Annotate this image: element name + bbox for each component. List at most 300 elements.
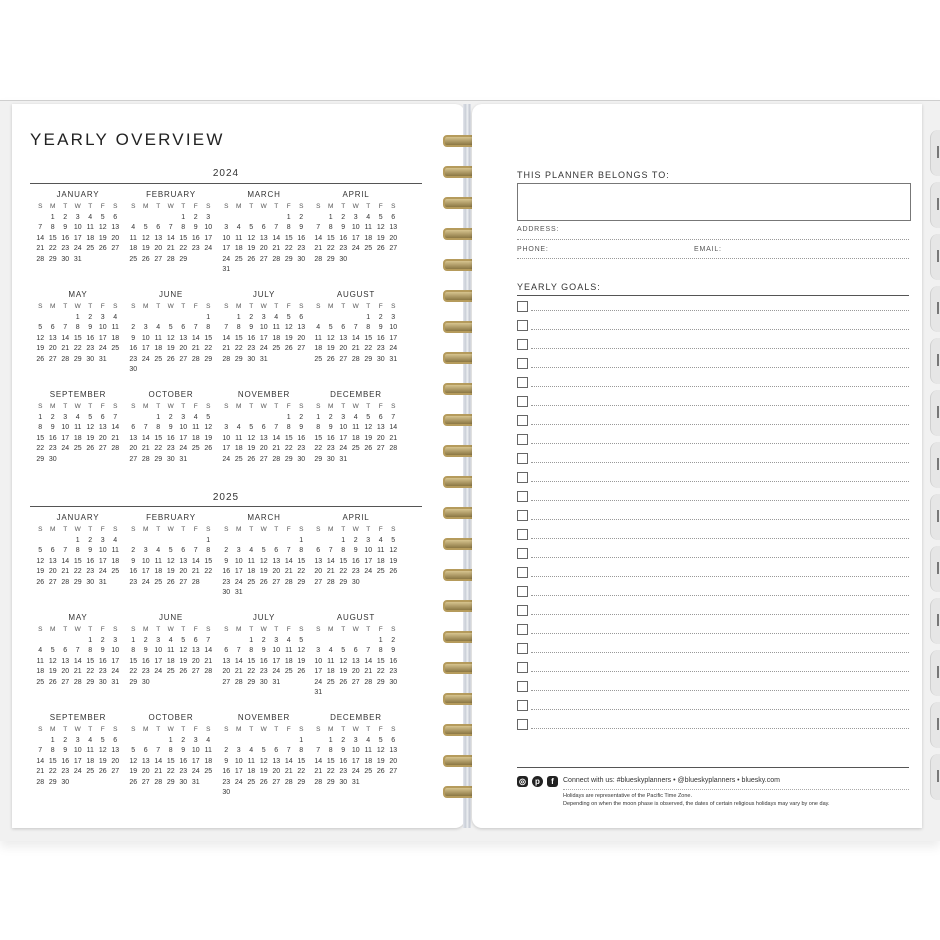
day-cell: 17 <box>234 768 243 775</box>
day-cell: 22 <box>284 445 293 452</box>
day-cell: 14 <box>36 234 45 242</box>
day-grid <box>127 625 215 687</box>
weekday-label: F <box>378 526 383 533</box>
day-cell: 5 <box>261 547 266 554</box>
day-cell: 26 <box>36 355 45 363</box>
empty-cell <box>283 536 296 545</box>
day-cell: 1 <box>206 536 211 544</box>
day-cell: 4 <box>366 213 371 221</box>
weekday-label: F <box>100 303 105 310</box>
day-cell: 13 <box>111 224 120 231</box>
pinterest-icon[interactable]: p <box>532 776 543 787</box>
goal-line[interactable] <box>531 538 909 539</box>
month-tab[interactable] <box>930 494 940 540</box>
goal-row[interactable] <box>517 641 909 660</box>
month-tab[interactable] <box>930 702 940 748</box>
day-cell: 16 <box>48 434 57 442</box>
day-cell: 7 <box>274 224 279 231</box>
goal-row[interactable] <box>517 451 909 470</box>
month-july-2024 <box>220 290 308 364</box>
empty-cell <box>245 413 258 422</box>
phone-email-line[interactable] <box>517 258 909 259</box>
goal-checkbox[interactable] <box>517 548 528 559</box>
goal-row[interactable] <box>517 622 909 641</box>
day-cell: 30 <box>389 678 398 686</box>
day-cell: 4 <box>113 536 118 544</box>
day-cell: 12 <box>166 334 175 342</box>
empty-cell <box>190 536 203 545</box>
weekday-label: M <box>50 626 56 633</box>
goal-checkbox[interactable] <box>517 719 528 730</box>
day-cell: 23 <box>141 668 150 675</box>
goal-line[interactable] <box>531 348 909 349</box>
day-cell: 26 <box>376 245 385 252</box>
footer-divider <box>563 789 909 790</box>
weekday-label: S <box>206 203 211 210</box>
goal-line[interactable] <box>531 728 909 729</box>
day-cell: 2 <box>88 536 93 544</box>
social-icons <box>517 776 558 787</box>
weekday-label: T <box>181 203 186 210</box>
day-cell: 21 <box>284 768 293 775</box>
day-cell: 19 <box>204 434 213 442</box>
month-tab[interactable] <box>930 754 940 800</box>
empty-cell <box>325 636 338 645</box>
day-cell: 28 <box>272 455 281 463</box>
day-cell: 8 <box>156 424 161 431</box>
day-cell: 6 <box>378 413 383 421</box>
day-cell: 12 <box>204 424 213 431</box>
day-cell: 3 <box>261 313 266 321</box>
goal-checkbox[interactable] <box>517 301 528 312</box>
day-cell: 24 <box>389 345 398 352</box>
day-cell: 16 <box>376 334 385 342</box>
day-cell: 7 <box>286 747 291 754</box>
day-cell: 17 <box>98 557 107 565</box>
day-cell: 31 <box>259 355 268 363</box>
goal-line[interactable] <box>531 709 909 710</box>
day-cell: 15 <box>297 557 306 565</box>
day-grid <box>34 725 122 787</box>
email-label: EMAIL: <box>694 246 722 253</box>
day-grid <box>220 625 308 687</box>
goal-row[interactable] <box>517 679 909 698</box>
day-cell: 8 <box>50 747 55 754</box>
month-october-2024 <box>127 390 215 464</box>
month-tab[interactable] <box>930 442 940 488</box>
day-cell: 15 <box>314 434 323 442</box>
day-cell: 31 <box>234 589 243 596</box>
day-cell: 16 <box>61 234 70 242</box>
weekday-label: S <box>113 403 118 410</box>
day-cell: 9 <box>63 224 68 231</box>
goal-line[interactable] <box>531 519 909 520</box>
goal-checkbox[interactable] <box>517 377 528 388</box>
goal-row[interactable] <box>517 299 909 318</box>
day-cell: 21 <box>36 768 45 775</box>
day-cell: 7 <box>316 224 321 231</box>
day-cell: 3 <box>181 413 186 421</box>
month-tab[interactable] <box>930 234 940 280</box>
goal-checkbox[interactable] <box>517 415 528 426</box>
day-cell: 17 <box>272 657 281 665</box>
goal-checkbox[interactable] <box>517 662 528 673</box>
day-cell: 7 <box>274 424 279 431</box>
day-cell: 9 <box>299 424 304 431</box>
weekday-label: M <box>236 726 242 733</box>
day-cell: 11 <box>204 747 212 754</box>
day-cell: 26 <box>129 778 138 786</box>
goal-row[interactable] <box>517 432 909 451</box>
goal-checkbox[interactable] <box>517 643 528 654</box>
weekday-label: S <box>206 526 211 533</box>
goal-row[interactable] <box>517 356 909 375</box>
goal-line[interactable] <box>531 614 909 615</box>
month-tab[interactable] <box>930 546 940 592</box>
tab-label-mark <box>937 198 939 210</box>
weekday-label: M <box>50 203 56 210</box>
day-cell: 9 <box>261 647 266 654</box>
day-cell: 28 <box>111 445 120 452</box>
day-cell: 30 <box>259 678 268 686</box>
day-cell: 12 <box>98 747 107 754</box>
goal-row[interactable] <box>517 565 909 584</box>
day-cell: 24 <box>73 245 82 252</box>
day-cell: 30 <box>86 355 95 363</box>
day-cell: 4 <box>274 313 279 321</box>
goal-line[interactable] <box>531 500 909 501</box>
day-cell: 31 <box>111 678 120 686</box>
goal-row[interactable] <box>517 660 909 679</box>
empty-cell <box>127 736 140 745</box>
goal-checkbox[interactable] <box>517 491 528 502</box>
day-cell: 3 <box>143 324 148 331</box>
day-cell: 16 <box>247 334 256 342</box>
weekday-label: W <box>74 403 81 410</box>
day-cell: 20 <box>191 657 200 665</box>
day-cell: 14 <box>36 757 45 765</box>
month-tab[interactable] <box>930 598 940 644</box>
weekday-label: S <box>131 626 136 633</box>
day-cell: 9 <box>131 557 136 565</box>
day-cell: 4 <box>113 313 118 321</box>
page-title: YEARLY OVERVIEW <box>30 130 225 149</box>
day-cell: 26 <box>259 778 268 786</box>
weekday-label: W <box>167 303 174 310</box>
weekday-label: T <box>366 726 371 733</box>
goal-checkbox[interactable] <box>517 434 528 445</box>
day-cell: 12 <box>376 224 385 231</box>
day-cell: 12 <box>284 324 293 331</box>
day-cell: 19 <box>36 568 45 575</box>
day-cell: 8 <box>366 324 371 331</box>
month-august-2024 <box>312 290 400 364</box>
goal-line[interactable] <box>531 576 909 577</box>
empty-cell <box>140 736 153 745</box>
empty-cell <box>233 536 246 545</box>
goal-checkbox[interactable] <box>517 529 528 540</box>
goal-checkbox[interactable] <box>517 700 528 711</box>
month-name: JANUARY <box>56 190 100 199</box>
day-cell: 22 <box>326 245 335 252</box>
day-cell: 19 <box>376 234 385 242</box>
instagram-icon[interactable]: ◎ <box>517 776 528 787</box>
goal-row[interactable] <box>517 318 909 337</box>
goal-row[interactable] <box>517 413 909 432</box>
day-cell: 13 <box>129 434 138 442</box>
empty-cell <box>140 213 153 222</box>
day-cell: 8 <box>206 547 211 554</box>
weekday-label: S <box>206 726 211 733</box>
day-cell: 16 <box>86 557 95 565</box>
weekday-label: W <box>167 526 174 533</box>
goal-row[interactable] <box>517 337 909 356</box>
goal-checkbox[interactable] <box>517 567 528 578</box>
day-cell: 4 <box>328 647 333 654</box>
month-december-2024 <box>312 390 400 464</box>
goal-line[interactable] <box>531 595 909 596</box>
day-cell: 10 <box>389 324 398 331</box>
address-line[interactable] <box>517 239 909 240</box>
day-cell: 25 <box>234 455 243 463</box>
day-cell: 12 <box>364 424 373 431</box>
day-cell: 29 <box>234 355 243 363</box>
empty-cell <box>233 213 246 222</box>
day-cell: 12 <box>389 547 398 554</box>
goal-line[interactable] <box>531 462 909 463</box>
month-tab[interactable] <box>930 650 940 696</box>
day-cell: 20 <box>179 345 188 352</box>
day-cell: 24 <box>272 668 281 675</box>
month-name: SEPTEMBER <box>49 390 107 399</box>
goal-checkbox[interactable] <box>517 472 528 483</box>
day-cell: 28 <box>272 255 281 263</box>
day-cell: 15 <box>284 234 293 242</box>
day-cell: 29 <box>364 355 373 363</box>
goal-line[interactable] <box>531 310 909 311</box>
day-cell: 20 <box>48 568 57 575</box>
day-cell: 21 <box>351 345 360 352</box>
weekday-label: S <box>391 203 396 210</box>
owner-name-field[interactable] <box>517 183 911 221</box>
goal-line[interactable] <box>531 386 909 387</box>
day-cell: 17 <box>222 245 231 252</box>
goal-row[interactable] <box>517 394 909 413</box>
empty-cell <box>337 313 350 322</box>
day-cell: 26 <box>179 668 188 675</box>
day-cell: 22 <box>284 245 293 252</box>
empty-cell <box>177 536 190 545</box>
goal-checkbox[interactable] <box>517 396 528 407</box>
facebook-icon[interactable]: f <box>547 776 558 787</box>
day-cell: 17 <box>339 434 348 442</box>
weekday-label: T <box>156 726 161 733</box>
day-cell: 10 <box>61 424 70 431</box>
day-cell: 27 <box>376 445 385 452</box>
day-cell: 10 <box>98 547 107 554</box>
weekday-label: S <box>316 626 321 633</box>
month-tab[interactable] <box>930 286 940 332</box>
weekday-label: T <box>249 726 254 733</box>
day-cell: 3 <box>113 636 118 644</box>
goal-row[interactable] <box>517 717 909 736</box>
day-cell: 2 <box>131 547 136 554</box>
weekday-label: T <box>249 203 254 210</box>
day-cell: 15 <box>234 334 243 342</box>
goal-row[interactable] <box>517 527 909 546</box>
day-cell: 27 <box>98 445 107 452</box>
day-cell: 8 <box>316 424 321 431</box>
day-cell: 4 <box>193 413 198 421</box>
day-cell: 7 <box>316 747 321 754</box>
weekday-label: F <box>378 726 383 733</box>
weekday-label: T <box>156 626 161 633</box>
goal-row[interactable] <box>517 375 909 394</box>
day-cell: 30 <box>247 355 256 363</box>
day-cell: 21 <box>364 668 373 675</box>
day-cell: 20 <box>259 445 268 452</box>
day-cell: 10 <box>154 647 163 654</box>
month-tab[interactable] <box>930 338 940 384</box>
day-cell: 19 <box>247 445 256 452</box>
day-cell: 28 <box>364 678 373 686</box>
day-cell: 29 <box>326 778 335 786</box>
goal-line[interactable] <box>531 652 909 653</box>
goal-checkbox[interactable] <box>517 510 528 521</box>
month-november-2025 <box>220 713 308 797</box>
day-cell: 1 <box>366 313 371 321</box>
goal-checkbox[interactable] <box>517 624 528 635</box>
goal-row[interactable] <box>517 470 909 489</box>
day-cell: 16 <box>129 345 138 352</box>
day-cell: 14 <box>314 234 323 242</box>
goal-checkbox[interactable] <box>517 605 528 616</box>
month-tab[interactable] <box>930 130 940 176</box>
day-cell: 26 <box>247 255 256 263</box>
goal-checkbox[interactable] <box>517 358 528 369</box>
day-cell: 22 <box>86 668 95 675</box>
day-cell: 29 <box>36 455 45 463</box>
day-cell: 26 <box>376 768 385 775</box>
goal-line[interactable] <box>531 690 909 691</box>
day-cell: 18 <box>86 757 95 765</box>
day-cell: 12 <box>129 757 138 765</box>
day-cell: 21 <box>272 445 281 452</box>
day-cell: 15 <box>48 757 57 765</box>
day-cell: 21 <box>284 568 293 575</box>
empty-cell <box>152 213 165 222</box>
day-cell: 31 <box>314 689 323 696</box>
day-cell: 18 <box>247 568 256 575</box>
weekday-label: W <box>352 403 359 410</box>
day-cell: 11 <box>247 557 255 565</box>
goal-line[interactable] <box>531 443 909 444</box>
month-tab[interactable] <box>930 390 940 436</box>
day-cell: 10 <box>111 647 120 654</box>
day-cell: 17 <box>98 334 107 342</box>
goal-row[interactable] <box>517 546 909 565</box>
goal-checkbox[interactable] <box>517 586 528 597</box>
goal-checkbox[interactable] <box>517 453 528 464</box>
day-cell: 14 <box>61 557 70 565</box>
goal-checkbox[interactable] <box>517 320 528 331</box>
goal-line[interactable] <box>531 405 909 406</box>
goal-checkbox[interactable] <box>517 339 528 350</box>
goal-line[interactable] <box>531 633 909 634</box>
empty-cell <box>34 313 47 322</box>
day-cell: 8 <box>75 324 80 331</box>
day-cell: 19 <box>389 557 398 565</box>
day-cell: 15 <box>73 334 82 342</box>
goal-line[interactable] <box>531 557 909 558</box>
empty-cell <box>152 536 165 545</box>
goal-line[interactable] <box>531 424 909 425</box>
empty-cell <box>140 413 153 422</box>
day-cell: 24 <box>364 568 373 575</box>
goal-line[interactable] <box>531 481 909 482</box>
day-cell: 1 <box>328 213 333 221</box>
empty-cell <box>59 636 72 645</box>
goal-row[interactable] <box>517 698 909 717</box>
day-cell: 10 <box>339 424 348 431</box>
goal-checkbox[interactable] <box>517 681 528 692</box>
day-cell: 14 <box>389 424 398 431</box>
month-name: MARCH <box>247 190 281 199</box>
goal-line[interactable] <box>531 671 909 672</box>
weekday-label: T <box>181 303 186 310</box>
day-cell: 24 <box>111 668 120 675</box>
right-page-owner-and-goals <box>472 104 922 828</box>
empty-cell <box>312 636 325 645</box>
day-cell: 11 <box>327 657 335 665</box>
day-cell: 19 <box>86 434 95 442</box>
goal-line[interactable] <box>531 367 909 368</box>
day-cell: 18 <box>204 757 213 765</box>
day-cell: 15 <box>86 657 95 665</box>
goal-line[interactable] <box>531 329 909 330</box>
day-cell: 30 <box>297 255 306 263</box>
day-cell: 30 <box>376 355 385 363</box>
goal-row[interactable] <box>517 508 909 527</box>
day-cell: 18 <box>284 657 293 665</box>
day-cell: 23 <box>222 578 231 586</box>
day-cell: 15 <box>204 334 213 342</box>
goal-row[interactable] <box>517 584 909 603</box>
day-cell: 20 <box>272 768 281 775</box>
day-cell: 16 <box>141 657 150 665</box>
month-name: FEBRUARY <box>146 513 196 522</box>
month-march-2024 <box>220 190 308 274</box>
weekday-label: W <box>74 303 81 310</box>
goal-row[interactable] <box>517 489 909 508</box>
weekday-label: M <box>236 203 242 210</box>
goal-row[interactable] <box>517 603 909 622</box>
year-heading-2024: 2024 <box>212 168 240 179</box>
day-cell: 11 <box>86 747 94 754</box>
day-cell: 27 <box>272 578 281 586</box>
yearly-goals-label: YEARLY GOALS: <box>517 282 601 292</box>
day-cell: 12 <box>166 557 175 565</box>
day-cell: 14 <box>141 434 150 442</box>
day-cell: 5 <box>168 547 173 554</box>
day-cell: 16 <box>86 334 95 342</box>
day-cell: 11 <box>36 657 44 665</box>
day-cell: 16 <box>98 657 107 665</box>
month-name: NOVEMBER <box>237 713 291 722</box>
month-tab[interactable] <box>930 182 940 228</box>
day-cell: 27 <box>61 678 70 686</box>
day-cell: 26 <box>247 455 256 463</box>
